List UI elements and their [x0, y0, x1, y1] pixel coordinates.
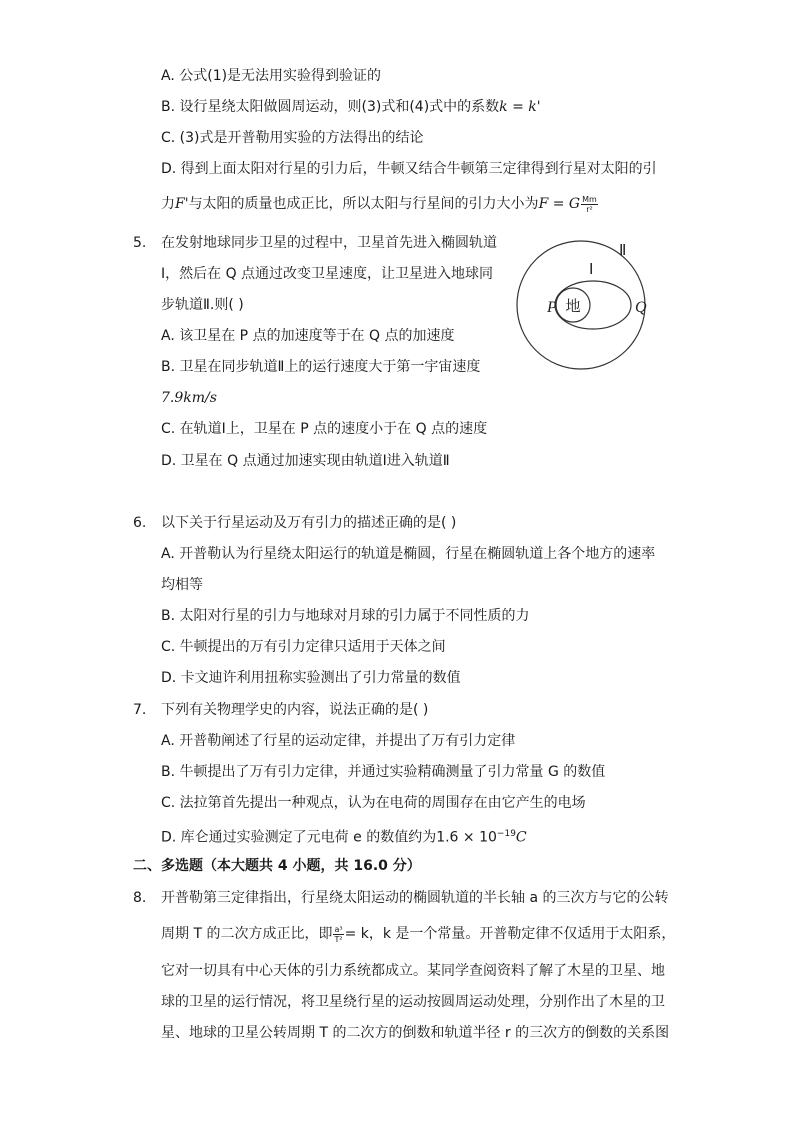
orbit-ii-circle	[517, 241, 645, 369]
orbit-ii-label: Ⅱ	[619, 243, 627, 259]
q6-option-a-line1: A. 开普勒认为行星绕太阳运行的轨道是椭圆，行星在椭圆轨道上各个地方的速率	[161, 546, 656, 562]
q5-option-a: A. 该卫星在 P 点的加速度等于在 Q 点的加速度	[161, 328, 455, 344]
q8-line4: 球的卫星的运行情况，将卫星绕行星的运动按圆周运动处理，分别作出了木星的卫	[161, 994, 665, 1010]
q8-line2-text: 周期 T 的二次方成正比，即	[161, 926, 333, 942]
q4-d-text-mid: 与太阳的质量也成正比，所以太阳与行星间的引力大小为	[188, 196, 539, 212]
q8-line2	[161, 924, 675, 944]
q8-line1: 开普勒第三定律指出，行星绕太阳运动的椭圆轨道的半长轴 a 的三次方与它的公转	[161, 890, 669, 906]
q7-option-d-math: 1.6 × 10	[436, 829, 497, 846]
q4-d-formula-num: Mm	[582, 194, 597, 204]
q5-option-b-line2	[161, 388, 217, 408]
section-multiple-choice-heading: 二、多选题（本大题共 4 小题，共 16.0 分）	[133, 858, 421, 874]
q7-option-c: C. 法拉第首先提出一种观点，认为在电荷的周围存在由它产生的电场	[161, 795, 586, 811]
q8-kepler-fraction	[333, 925, 343, 944]
q4-d-text-pre: 力	[161, 196, 175, 212]
q6-option-a-line2: 均相等	[161, 577, 203, 593]
q4-option-a: A. 公式(1)是无法用实验得到验证的	[161, 68, 382, 84]
q5-stem-line3: 步轨道Ⅱ.则( )	[161, 297, 244, 313]
q8-fraction-num: a³	[334, 924, 343, 934]
q4-option-d-line2	[161, 194, 599, 214]
q4-d-formula-den: r²	[586, 204, 593, 214]
q8-number: 8.	[133, 890, 147, 906]
point-q-label: Q	[635, 299, 647, 316]
q7-option-d-exponent: −19	[496, 829, 516, 839]
q4-option-d-line1: D. 得到上面太阳对行星的引力后，牛顿又结合牛顿第三定律得到行星对太阳的引	[161, 161, 657, 177]
q7-option-a: A. 开普勒阐述了行星的运动定律，并提出了万有引力定律	[161, 733, 516, 749]
q7-number: 7.	[133, 702, 147, 718]
q6-option-c: C. 牛顿提出的万有引力定律只适用于天体之间	[161, 639, 446, 655]
q5-option-c: C. 在轨道Ⅰ上，卫星在 P 点的速度小于在 Q 点的速度	[161, 421, 488, 437]
earth-label: 地	[565, 298, 581, 315]
q5-speed-value: 7.9km/s	[161, 390, 217, 406]
q4-option-b	[161, 97, 541, 117]
q7-option-d	[161, 824, 527, 848]
q4-d-fprime: F'	[175, 196, 189, 212]
q7-option-b: B. 牛顿提出了万有引力定律，并通过实验精确测量了引力常量 G 的数值	[161, 764, 606, 780]
q4-d-formula-fraction	[581, 195, 598, 214]
q6-number: 6.	[133, 515, 147, 531]
q5-option-b-line1: B. 卫星在同步轨道Ⅱ上的运行速度大于第一宇宙速度	[161, 359, 481, 375]
q5-option-d: D. 卫星在 Q 点通过加速实现由轨道Ⅰ进入轨道Ⅱ	[161, 453, 450, 469]
q8-line2-post: = k，k 是一个常量。开普勒定律不仅适用于太阳系，	[344, 926, 676, 942]
q4-d-formula-lhs: F = G	[538, 196, 581, 212]
q6-option-b: B. 太阳对行星的引力与地球对月球的引力属于不同性质的力	[161, 608, 530, 624]
q5-number: 5.	[133, 235, 147, 251]
q5-stem-line2: Ⅰ，然后在 Q 点通过改变卫星速度，让卫星进入地球同	[161, 266, 494, 282]
q8-line5: 星、地球的卫星公转周期 T 的二次方的倒数和轨道半径 r 的三次方的倒数的关系图	[161, 1025, 670, 1041]
q8-line3: 它对一切具有中心天体的引力系统都成立。某同学查阅资料了解了木星的卫星、地	[161, 963, 665, 979]
q7-option-d-unit: C	[515, 829, 527, 846]
orbit-diagram	[513, 233, 663, 373]
q4-option-c: C. (3)式是开普勒用实验的方法得出的结论	[161, 130, 424, 146]
point-p-label: P	[547, 299, 557, 316]
q4-option-b-text: B. 设行星绕太阳做圆周运动，则(3)式和(4)式中的系数	[161, 99, 500, 115]
q8-fraction-den: T²	[334, 934, 343, 944]
q4-option-b-math: k = k'	[499, 99, 541, 115]
orbit-i-label: Ⅰ	[589, 262, 594, 278]
q7-option-d-text: D. 库仑通过实验测定了元电荷 e 的数值约为	[161, 829, 437, 846]
q6-option-d: D. 卡文迪许利用扭称实验测出了引力常量的数值	[161, 670, 461, 686]
q6-stem: 以下关于行星运动及万有引力的描述正确的是( )	[161, 515, 457, 531]
q5-stem-line1: 在发射地球同步卫星的过程中，卫星首先进入椭圆轨道	[161, 235, 497, 251]
q7-stem: 下列有关物理学史的内容，说法正确的是( )	[161, 702, 429, 718]
